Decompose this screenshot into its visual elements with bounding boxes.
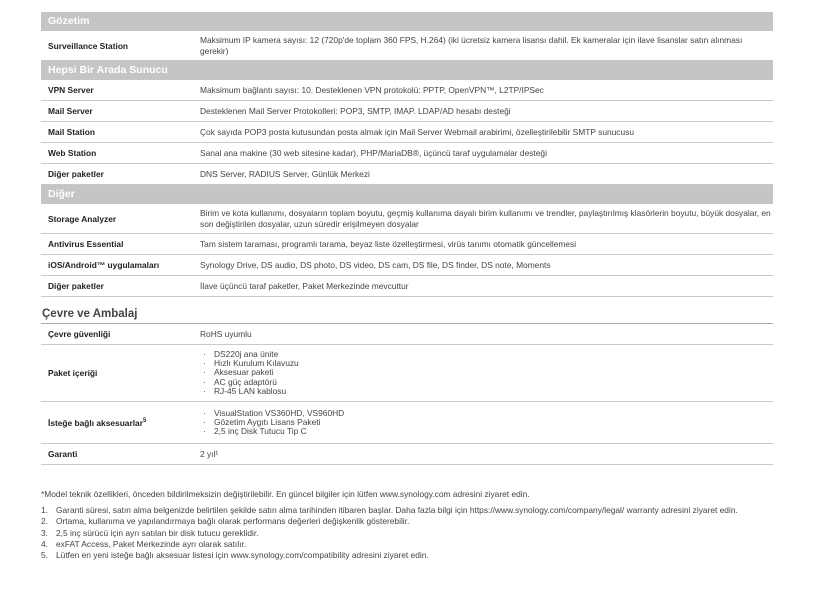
footnotes: [41, 489, 776, 561]
footnote-text: Garanti süresi, satın alma belgenizde belirtilen şekilde satın alma tarihinden itibaren başlar. Daha fazla bilgi için https://www.synology.com/company/legal/ warranty adresini ziyaret edin.: [56, 505, 738, 515]
spec-value: Synology Drive, DS audio, DS photo, DS video, DS cam, DS file, DS finder, DS note, Moments: [200, 259, 551, 270]
footnote-intro: *Model teknik özellikleri, önceden bildirilmeksizin değiştirilebilir. En güncel bilgiler için lütfen www.synology.com adresini ziyaret edin.: [41, 489, 530, 499]
list-item: · RJ-45 LAN kablosu: [200, 387, 773, 396]
package-list: [200, 350, 773, 396]
footnote-item: [41, 550, 776, 561]
spec-value: Maksimum bağlantı sayısı: 10. Desteklenen VPN protokolü: PPTP, OpenVPN™, L2TP/IPSec: [200, 84, 544, 95]
spec-value: Desteklenen Mail Server Protokolleri: POP3, SMTP, IMAP. LDAP/AD hesabı desteği: [200, 105, 511, 116]
accessories-list: [200, 409, 773, 437]
footnote-text: exFAT Access, Paket Merkezinde ayrı olarak satılır.: [56, 538, 247, 549]
spec-key: Garanti: [48, 449, 78, 459]
spec-value: Sanal ana makine (30 web sitesine kadar), PHP/MariaDB®, üçüncü taraf uygulamalar desteği: [200, 147, 547, 158]
spec-row: [41, 101, 773, 122]
spec-value: Tam sistem taraması, programlı tarama, beyaz liste özelleştirmesi, virüs tanımı otomatik güncellemesi: [200, 238, 577, 249]
footnote-item: [41, 528, 776, 539]
spec-value: DNS Server, RADIUS Server, Günlük Merkezi: [200, 168, 370, 179]
list-item: · Gözetim Aygıtı Lisans Paketi: [200, 418, 773, 427]
spec-row: [41, 234, 773, 255]
list-item: · AC güç adaptörü: [200, 378, 773, 387]
spec-key: Çevre güvenliği: [48, 329, 111, 339]
footnote-ref: 5: [142, 417, 147, 424]
spec-value: [200, 406, 773, 440]
spec-key: [41, 418, 200, 428]
footnote-text: Ortama, kullanıma ve yapılandırmaya bağlı olarak performans değerleri değişkenlik gösterebilir.: [56, 516, 410, 527]
spec-row: [41, 402, 773, 444]
footnote-number: 4.: [41, 538, 48, 549]
spec-row: [41, 345, 773, 402]
spec-key: Mail Server: [48, 106, 93, 116]
spec-row: [41, 80, 773, 101]
list-item: · 2,5 inç Disk Tutucu Tip C: [200, 427, 773, 436]
list-item: · Hızlı Kurulum Kılavuzu: [200, 359, 773, 368]
footnote-number: 2.: [41, 516, 48, 527]
spec-row: [41, 164, 773, 185]
spec-key: VPN Server: [48, 85, 94, 95]
footnote-number: 5.: [41, 550, 48, 561]
spec-key: Paket içeriği: [48, 368, 98, 378]
spec-row: [41, 204, 773, 234]
spec-key: Storage Analyzer: [48, 213, 117, 224]
footnote-item: [41, 516, 776, 527]
spec-key: Diğer paketler: [48, 281, 104, 291]
spec-row: [41, 31, 773, 61]
section-header-all-in-one-server: Hepsi Bir Arada Sunucu: [41, 61, 773, 80]
environment-title: Çevre ve Ambalaj: [41, 305, 773, 324]
spec-table: [41, 12, 773, 465]
footnote-item: [41, 539, 776, 550]
list-item: · VisualStation VS360HD, VS960HD: [200, 409, 773, 418]
spec-value: Maksimum IP kamera sayısı: 12 (720p'de toplam 360 FPS, H.264) (iki ücretsiz kamera lisansı dahil. Ek kameralar için ilave lisanslar satın alınması gerekir): [200, 34, 743, 56]
spec-value: 2 yıl¹: [200, 448, 219, 459]
spec-value: Çok sayıda POP3 posta kutusundan posta almak için Mail Server Webmail arabirimi, özelleştirilebilir SMTP sunucusu: [200, 126, 634, 137]
list-item: · DS220j ana ünite: [200, 350, 773, 359]
spec-value: İlave üçüncü taraf paketler, Paket Merkezinde mevcuttur: [200, 280, 409, 291]
spec-row: [41, 324, 773, 345]
footnote-text: 2,5 inç sürücü için ayrı satılan bir disk tutucu gereklidir.: [56, 527, 259, 538]
spec-value: [200, 347, 773, 399]
spec-row: [41, 143, 773, 164]
spec-key: Web Station: [48, 148, 97, 158]
spec-row: [41, 122, 773, 143]
spec-key-text: İsteğe bağlı aksesuarlar: [48, 417, 143, 428]
section-header-other: Diğer: [41, 185, 773, 204]
spec-key: Antivirus Essential: [48, 239, 124, 249]
footnote-number: 1.: [41, 505, 48, 515]
spec-value: RoHS uyumlu: [200, 328, 252, 339]
section-header-surveillance: Gözetim: [41, 12, 773, 31]
footnote-list: [41, 505, 776, 561]
spec-row: [41, 276, 773, 297]
spec-row: [41, 444, 773, 465]
spec-key: Surveillance Station: [48, 40, 129, 51]
spec-row: [41, 255, 773, 276]
spec-key: iOS/Android™ uygulamaları: [48, 260, 160, 270]
spec-key: Diğer paketler: [48, 169, 104, 179]
spec-value: Birim ve kota kullanımı, dosyaların toplam boyutu, geçmiş kullanıma dayalı birim kullanımı ve trendler, paylaştırılmış klasörlerin boyutu, büyük dosyalar, en son değiştirilen dosyalar, uzun süredir erişilmeyen dosyalar: [200, 207, 771, 229]
footnote-text: Lütfen en yeni isteğe bağlı aksesuar listesi için www.synology.com/compatibility adresini ziyaret edin.: [56, 550, 429, 561]
spec-key: Mail Station: [48, 127, 95, 137]
footnote-item: [41, 505, 776, 516]
footnote-number: 3.: [41, 527, 48, 538]
list-item: · Aksesuar paketi: [200, 368, 773, 377]
